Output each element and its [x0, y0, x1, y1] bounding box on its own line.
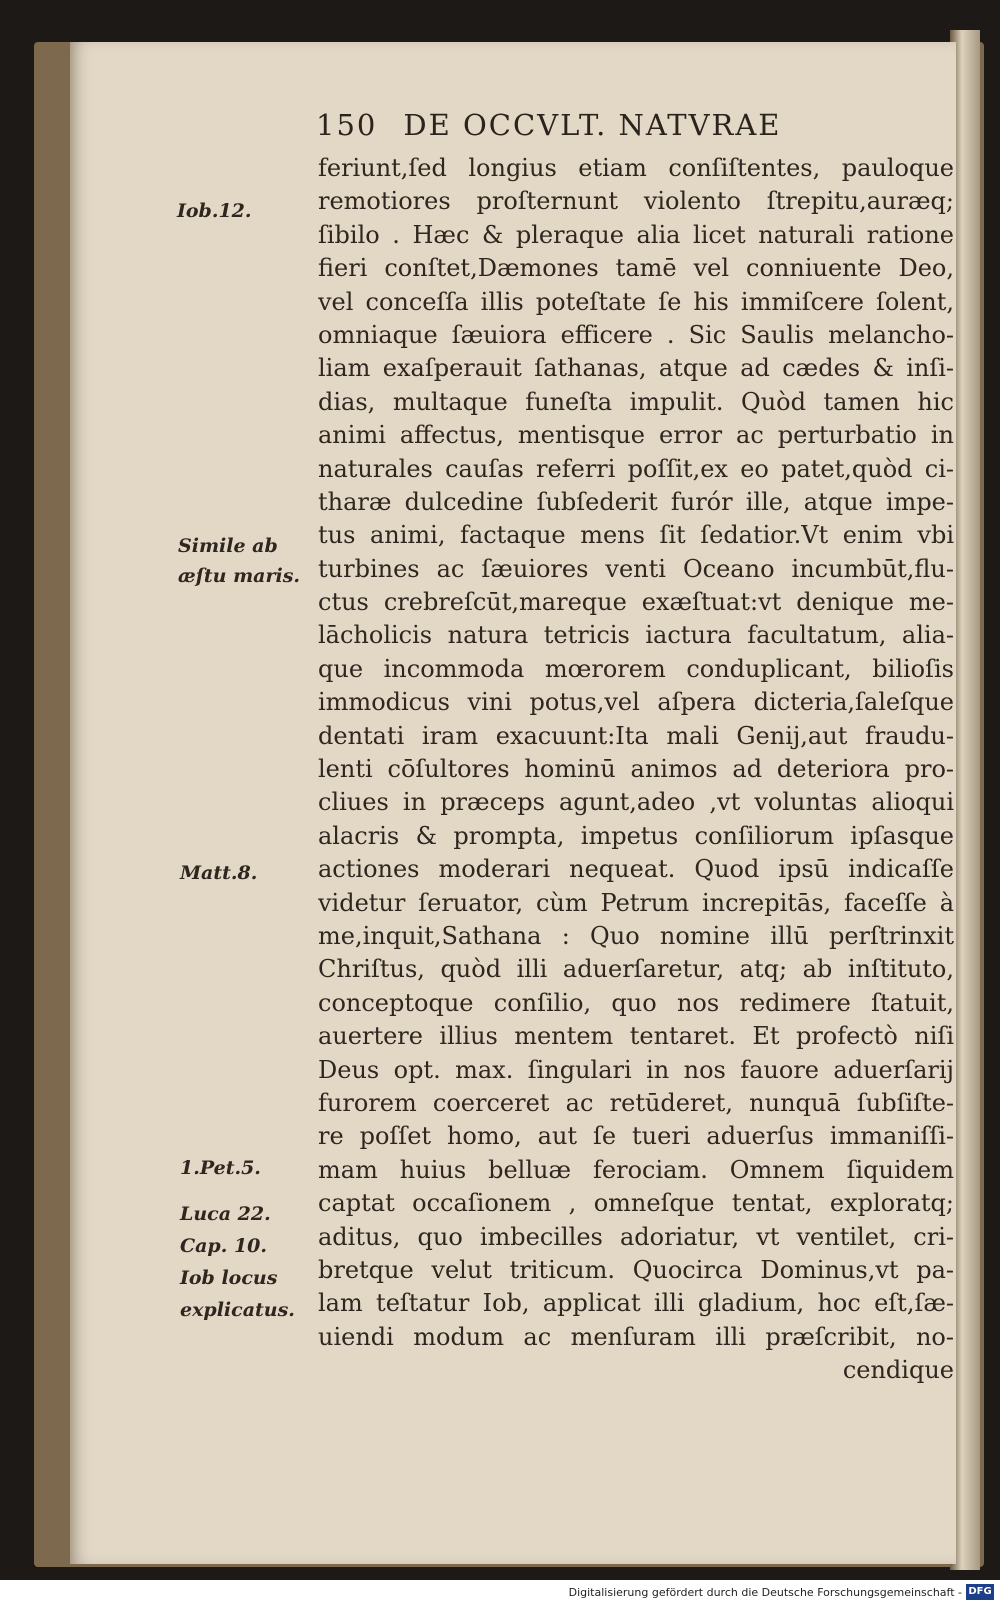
text-line: Chriſtus, quòd illi aduerſaretur, atq; ab inſtituto, [318, 955, 954, 984]
text-line: naturales cauſas referri poſſit,ex eo patet,quòd ci- [318, 454, 954, 483]
text-line: Deus opt. max. ſingulari in nos fauore aduerſarij [318, 1055, 954, 1084]
text-line: dias, multaque funeſta impulit. Quòd tamen hic [318, 387, 954, 416]
text-line: que incommoda mœrorem conduplicant, bilioſis [318, 654, 954, 683]
text-line: auertere illius mentem tentaret. Et profectò niſi [318, 1022, 954, 1051]
running-title: DE OCCVLT. NATVRAE [403, 108, 782, 142]
body-text [318, 152, 954, 1387]
text-line: remotiores proſternunt violento ſtrepitu,auræq; [318, 187, 954, 216]
text-line: tus animi, factaque mens ſit ſedatior.Vt enim vbi [318, 521, 954, 550]
text-line: tharæ dulcedine ſubſederit furór ille, atque impe- [318, 487, 954, 516]
marginal-note: Simile ab [178, 535, 278, 557]
dfg-logo: DFG [966, 1584, 994, 1600]
footer-bar [0, 1580, 1000, 1607]
text-line: conceptoque conſilio, quo nos redimere ſtatuit, [318, 988, 954, 1017]
text-line: alacris & prompta, impetus conſiliorum ipſasque [318, 821, 954, 850]
text-line: liam exaſperauit ſathanas, atque ad cædes & inſi- [318, 354, 954, 383]
text-line: re poſſet homo, aut ſe tueri aduerſus immaniſſi- [318, 1122, 954, 1151]
text-line: turbines ac ſæuiores venti Oceano incumbūt,flu- [318, 554, 954, 583]
page-number: 150 [316, 108, 378, 142]
text-line: fieri conſtet,Dæmones tamē vel conniuente Deo, [318, 254, 954, 283]
text-line: ctus crebreſcūt,mareque exæſtuat:vt denique me- [318, 588, 954, 617]
marginal-note: Iob.12. [177, 200, 252, 222]
text-line: me,inquit,Sathana : Quo nomine illū perſtrinxit [318, 921, 954, 950]
running-head [316, 108, 876, 148]
text-line: cendique [842, 1356, 954, 1385]
text-line: cliues in præceps agunt,adeo ,vt voluntas alioqui [318, 788, 954, 817]
text-line: omniaque ſæuiora efficere . Sic Saulis melancho- [318, 320, 954, 349]
text-line: vel conceſſa illis poteſtate ſe his immiſcere ſolent, [318, 287, 954, 316]
text-line: mam huius belluæ ferociam. Omnem ſiquidem [318, 1155, 954, 1184]
text-line: lācholicis natura tetricis iactura facultatum, alia- [318, 621, 954, 650]
text-line: actiones moderari nequeat. Quod ipsū indicaſſe [318, 855, 954, 884]
text-line: uiendi modum ac menſuram illi præſcribit, no- [318, 1322, 954, 1351]
funding-credit: Digitalisierung gefördert durch die Deutsche Forschungsgemeinschaft - [568, 1586, 962, 1599]
text-line: immodicus vini potus,vel aſpera dicteria,ſaleſque [318, 688, 954, 717]
marginal-note: Matt.8. [180, 862, 258, 884]
text-line: feriunt,ſed longius etiam conſiſtentes, pauloque [318, 154, 954, 182]
marginal-note: 1.Pet.5. [180, 1157, 261, 1179]
text-line: ſibilo . Hæc & pleraque alia licet naturali ratione [318, 220, 954, 249]
marginal-note: æſtu maris. [178, 565, 301, 587]
marginal-note: Iob locus [180, 1267, 278, 1289]
text-line: dentati iram exacuunt:Ita mali Genij,aut fraudu- [318, 721, 954, 750]
text-line: furorem coerceret ac retūderet, nunquā ſubſiſte- [318, 1088, 954, 1117]
marginal-note: explicatus. [180, 1299, 295, 1321]
text-line: bretque velut triticum. Quocirca Dominus,vt pa- [318, 1255, 954, 1284]
text-line: videtur ſeruator, cùm Petrum increpitās, faceſſe à [318, 888, 954, 917]
text-line: lam teſtatur Iob, applicat illi gladium, hoc eſt,ſæ- [318, 1289, 954, 1318]
text-line: captat occaſionem , omneſque tentat, exploratq; [318, 1189, 954, 1218]
marginal-note: Cap. 10. [180, 1235, 268, 1257]
text-line: lenti cōſultores hominū animos ad deteriora pro- [318, 755, 954, 784]
marginal-note: Luca 22. [180, 1203, 271, 1225]
text-line: animi affectus, mentisque error ac perturbatio in [318, 421, 954, 450]
text-line: aditus, quo imbecilles adoriatur, vt ventilet, cri- [318, 1222, 954, 1251]
